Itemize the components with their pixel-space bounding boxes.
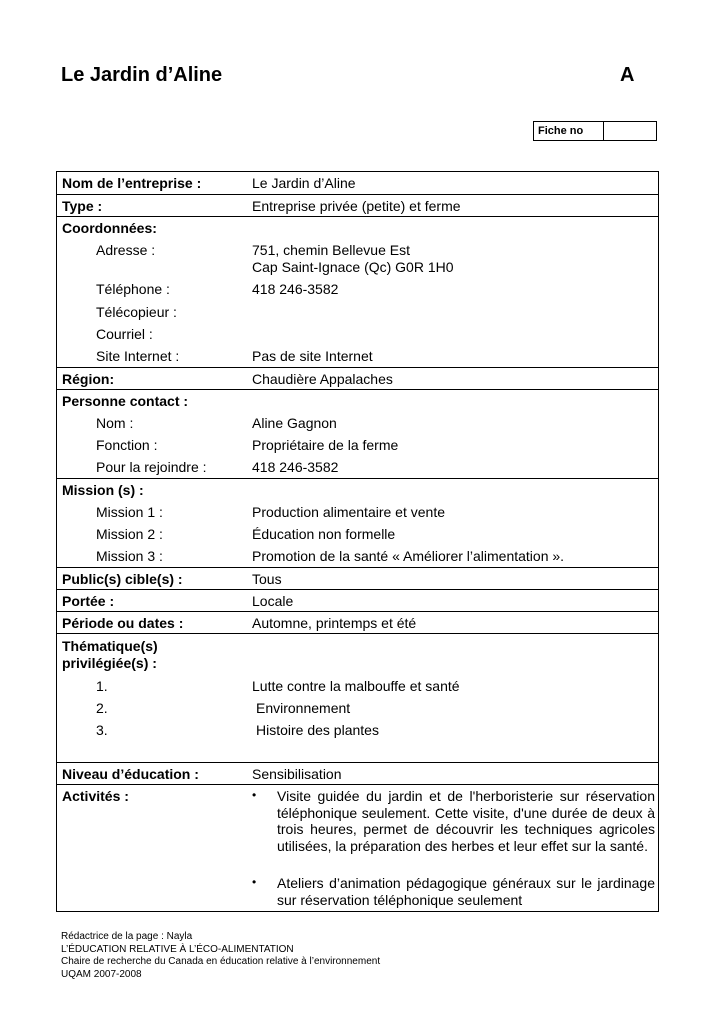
mission-3-value: Promotion de la santé « Améliorer l’alimentation ». [252, 548, 565, 564]
thematique-1-number: 1. [96, 678, 108, 694]
thematique-3-value: Histoire des plantes [256, 722, 379, 738]
adresse-line-1: 751, chemin Bellevue Est [252, 242, 410, 258]
activity-item [252, 875, 655, 908]
row-periode [57, 611, 658, 634]
activity-text: Ateliers d’animation pédagogique généraux sur le jardinage sur réservation téléphonique seulement [277, 875, 655, 908]
row-activites [57, 784, 658, 912]
page-title: Le Jardin d’Aline [61, 64, 223, 86]
footer-chair: Chaire de recherche du Canada en éducation relative à l’environnement [61, 956, 381, 967]
footer-institution: UQAM 2007-2008 [61, 968, 142, 980]
thematique-label-1: Thématique(s) [62, 638, 158, 654]
adresse-label: Adresse : [96, 242, 156, 258]
index-letter: A [620, 64, 635, 86]
site-label: Site Internet : [96, 348, 180, 364]
public-label: Public(s) cible(s) : [62, 571, 183, 587]
coordonnees-label: Coordonnées: [62, 220, 157, 236]
row-thematique [57, 633, 658, 763]
thematique-label-2: privilégiée(s) : [62, 655, 157, 671]
telecopieur-label: Télécopieur : [96, 304, 177, 320]
region-value: Chaudière Appalaches [252, 371, 393, 387]
entreprise-value: Le Jardin d’Aline [252, 175, 356, 191]
page-footer [61, 931, 380, 981]
adresse-line-2: Cap Saint-Ignace (Qc) G0R 1H0 [252, 259, 454, 275]
row-portee [57, 589, 658, 612]
nom-label: Nom : [96, 415, 134, 431]
row-contact [57, 389, 658, 479]
row-mission [57, 478, 658, 568]
fonction-label: Fonction : [96, 437, 158, 453]
portee-value: Locale [252, 593, 294, 609]
row-public [57, 567, 658, 590]
fiche-number-box [533, 121, 657, 141]
site-value: Pas de site Internet [252, 348, 373, 364]
public-value: Tous [252, 571, 282, 587]
fonction-value: Propriétaire de la ferme [252, 437, 399, 453]
thematique-2-number: 2. [96, 700, 108, 716]
type-value: Entreprise privée (petite) et ferme [252, 198, 461, 214]
thematique-1-value: Lutte contre la malbouffe et santé [252, 678, 460, 694]
rejoindre-label: Pour la rejoindre : [96, 459, 207, 475]
thematique-3-number: 3. [96, 722, 108, 738]
activites-label: Activités : [62, 788, 129, 804]
activity-item [252, 788, 655, 854]
courriel-label: Courriel : [96, 326, 153, 342]
mission-2-value: Éducation non formelle [252, 526, 396, 542]
rejoindre-value: 418 246-3582 [252, 459, 339, 475]
mission-2-label: Mission 2 : [96, 526, 163, 542]
mission-1-label: Mission 1 : [96, 504, 163, 520]
bullet-icon: • [252, 788, 257, 802]
nom-value: Aline Gagnon [252, 415, 337, 431]
type-label: Type : [62, 198, 103, 214]
mission-1-value: Production alimentaire et vente [252, 504, 445, 520]
row-region [57, 367, 658, 390]
mission-3-label: Mission 3 : [96, 548, 163, 564]
bullet-icon: • [252, 875, 257, 889]
info-sheet [56, 171, 659, 912]
periode-value: Automne, printemps et été [252, 615, 417, 631]
niveau-value: Sensibilisation [252, 766, 342, 782]
periode-label: Période ou dates : [62, 615, 184, 631]
activity-text: Visite guidée du jardin et de l'herboristerie sur réservation téléphonique seulement. Cette visite, d'une durée de deux à trois heures, permet de découvrir les techniques agricoles utilisées, la préparation des herbes et leur effet sur la santé. [277, 788, 655, 854]
row-coordonnees [57, 216, 658, 368]
footer-series: L’ÉDUCATION RELATIVE À L’ÉCO-ALIMENTATION [61, 943, 294, 955]
region-label: Région: [62, 371, 115, 387]
contact-label: Personne contact : [62, 393, 189, 409]
entreprise-label: Nom de l’entreprise : [62, 175, 202, 191]
thematique-2-value: Environnement [256, 700, 351, 716]
row-niveau [57, 762, 658, 785]
portee-label: Portée : [62, 593, 115, 609]
footer-author: Rédactrice de la page : Nayla [61, 931, 193, 942]
niveau-label: Niveau d’éducation : [62, 766, 199, 782]
row-type [57, 194, 658, 217]
row-entreprise [57, 172, 658, 194]
mission-label: Mission (s) : [62, 482, 144, 498]
telephone-label: Téléphone : [96, 281, 170, 297]
fiche-label: Fiche no [534, 122, 604, 140]
telephone-value: 418 246-3582 [252, 281, 339, 297]
